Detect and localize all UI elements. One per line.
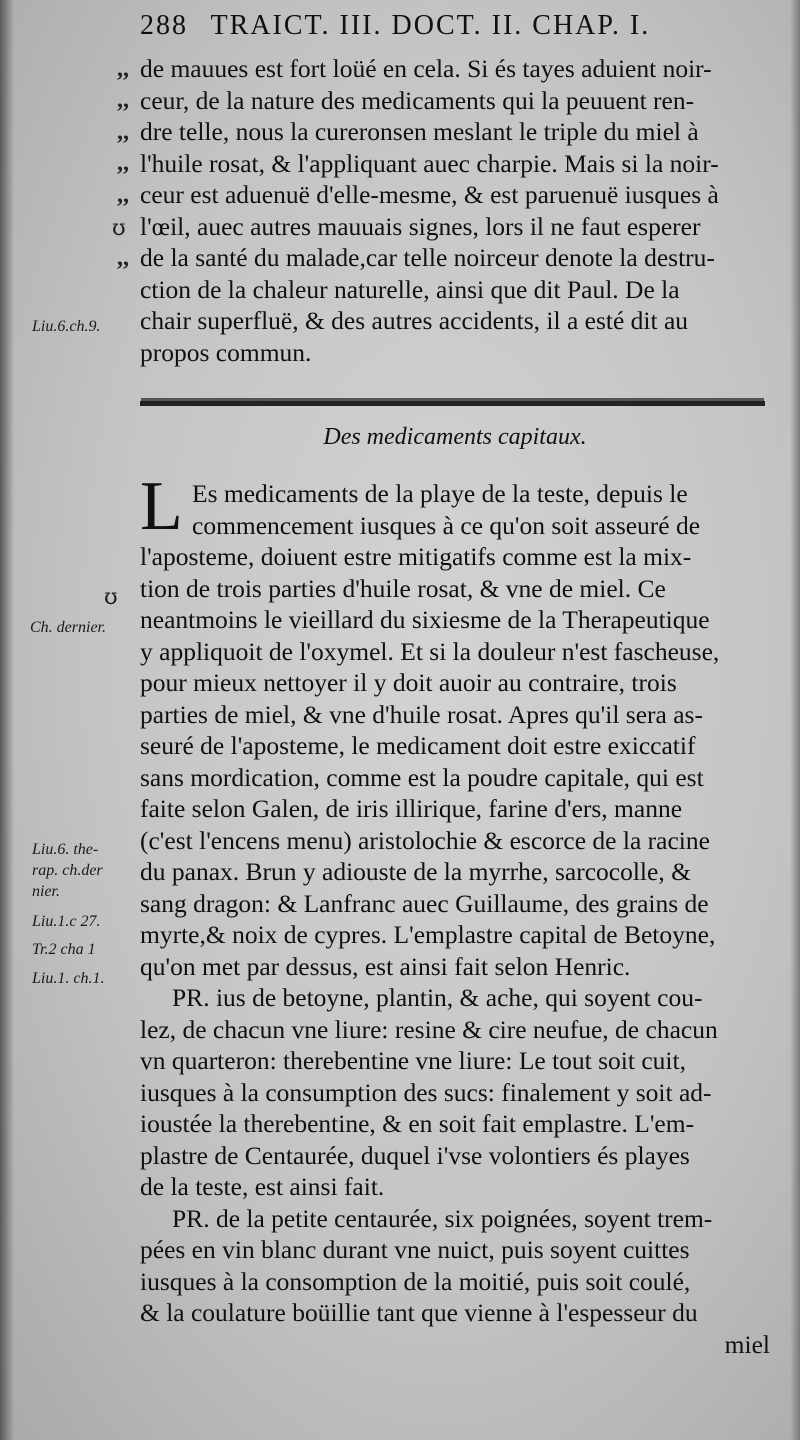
text-line: & la coulature boüillie tant que vienne à l'espesseur du (140, 1298, 698, 1327)
catchword: miel (724, 1329, 770, 1359)
text-line: iusques à la consomption de la moitié, puis soit coulé, (140, 1266, 691, 1296)
drop-cap: L (140, 468, 183, 545)
text-line: qu'on met par dessus, est ainsi fait selon Henric. (140, 951, 631, 981)
text-line: l'œil, auec autres mauuais signes, lors il ne faut esperer (140, 211, 701, 241)
margin-note: Liu.6.ch.9. (32, 318, 101, 335)
quote-mark: ,, (117, 245, 129, 271)
page-number: 288 (140, 10, 188, 41)
running-title: TRAICT. III. DOCT. II. CHAP. I. (210, 10, 651, 41)
text-line: y appliquoit de l'oxymel. Et si la douleur n'est fascheuse, (140, 636, 720, 666)
margin-note: rap. ch.der (32, 862, 103, 879)
quote-mark: ,, (117, 182, 129, 208)
text-line: PR. ius de betoyne, plantin, & ache, qui soyent cou- (172, 983, 703, 1012)
text-line: tion de trois parties d'huile rosat, & vne de miel. Ce (140, 573, 666, 603)
text-line: commencement iusques à ce qu'on soit asseuré de (192, 510, 701, 540)
text-line: ceur, de la nature des medicaments qui la peuuent ren- (140, 85, 695, 115)
text-line: l'aposteme, doiuent estre mitigatifs comme est la mix- (140, 542, 692, 571)
text-line: du panax. Brun y adiouste de la myrrhe, sarcocolle, & (140, 857, 691, 886)
text-line: pées en vin blanc durant vne nuict, puis soyent cuittes (140, 1235, 690, 1264)
section-title: Des medicaments capitaux. (323, 424, 587, 450)
text-line: Es medicaments de la playe de la teste, depuis le (192, 479, 688, 508)
text-line: myrte,& noix de cypres. L'emplastre capital de Betoyne, (140, 920, 716, 949)
text-line: seuré de l'aposteme, le medicament doit estre exiccatif (140, 731, 696, 760)
text-line: l'huile rosat, & l'appliquant auec charpie. Mais si la noir- (140, 148, 719, 178)
text-line: iusques à la consumption des sucs: finalement y soit ad- (140, 1077, 712, 1107)
text-line: chair superfluë, & des autres accidents, il a esté dit au (140, 306, 689, 335)
text-line: neantmoins le vieillard du sixiesme de la Therapeutique (140, 605, 710, 634)
text-line: PR. de la petite centaurée, six poignées, soyent trem- (172, 1203, 713, 1233)
text-line: lez, de chacun vne liure: resine & cire neufue, de chacun (140, 1014, 718, 1044)
margin-note: Ch. dernier. (30, 619, 106, 636)
quote-mark: ,, (117, 56, 129, 82)
margin-note: nier. (32, 883, 60, 900)
text-line: faite selon Galen, de iris illirique, farine d'ers, manne (140, 794, 683, 823)
text-line: plastre de Centaurée, duquel i'vse volontiers és playes (140, 1140, 690, 1170)
text-line: sans mordication, comme est la poudre capitale, qui est (140, 762, 704, 792)
text-line: parties de miel, & vne d'huile rosat. Apres qu'il sera as- (140, 699, 703, 729)
text-line: (c'est l'encens menu) aristolochie & escorce de la racine (140, 825, 710, 855)
text-line: de la santé du malade,car telle noirceur denote la destru- (140, 243, 715, 272)
quote-mark: ,, (117, 119, 129, 145)
text-line: de la teste, est ainsi fait. (140, 1172, 385, 1201)
marginal-symbol-icon: ʊ (104, 585, 118, 610)
quote-mark: ,, (117, 150, 129, 176)
main-text (140, 468, 770, 1360)
text-line: ceur est aduenuë d'elle-mesme, & est paruenuë iusques à (140, 180, 719, 209)
marginal-symbol-icon: ʊ (112, 216, 126, 241)
text-line: dre telle, nous la cureronsen meslant le triple du miel à (140, 117, 699, 146)
margin-note: Tr.2 cha 1 (32, 941, 96, 958)
top-paragraph (140, 53, 770, 368)
margin-note: Liu.6. the- (32, 841, 99, 858)
margin-note: Liu.1. ch.1. (32, 970, 105, 987)
margin-note: Liu.1.c 27. (32, 913, 101, 930)
text-line: sang dragon: & Lanfranc auec Guillaume, des grains de (140, 888, 709, 918)
text-line: ioustée la therebentine, & en soit fait emplastre. L'em- (140, 1109, 695, 1138)
page-edge-shadow-right (790, 0, 800, 1440)
page-edge-shadow-left (0, 0, 14, 1440)
text-line: vn quarteron: therebentine vne liure: Le tout soit cuit, (140, 1046, 686, 1075)
text-line: de mauues est fort loüé en cela. Si és tayes aduient noir- (140, 54, 712, 83)
quote-mark: ,, (117, 87, 129, 113)
text-line: propos commun. (140, 337, 312, 367)
text-line: pour mieux nettoyer il y doit auoir au contraire, trois (140, 668, 677, 697)
running-header (140, 10, 780, 50)
section-divider (140, 401, 765, 406)
text-line: ction de la chaleur naturelle, ainsi que dit Paul. De la (140, 274, 680, 304)
